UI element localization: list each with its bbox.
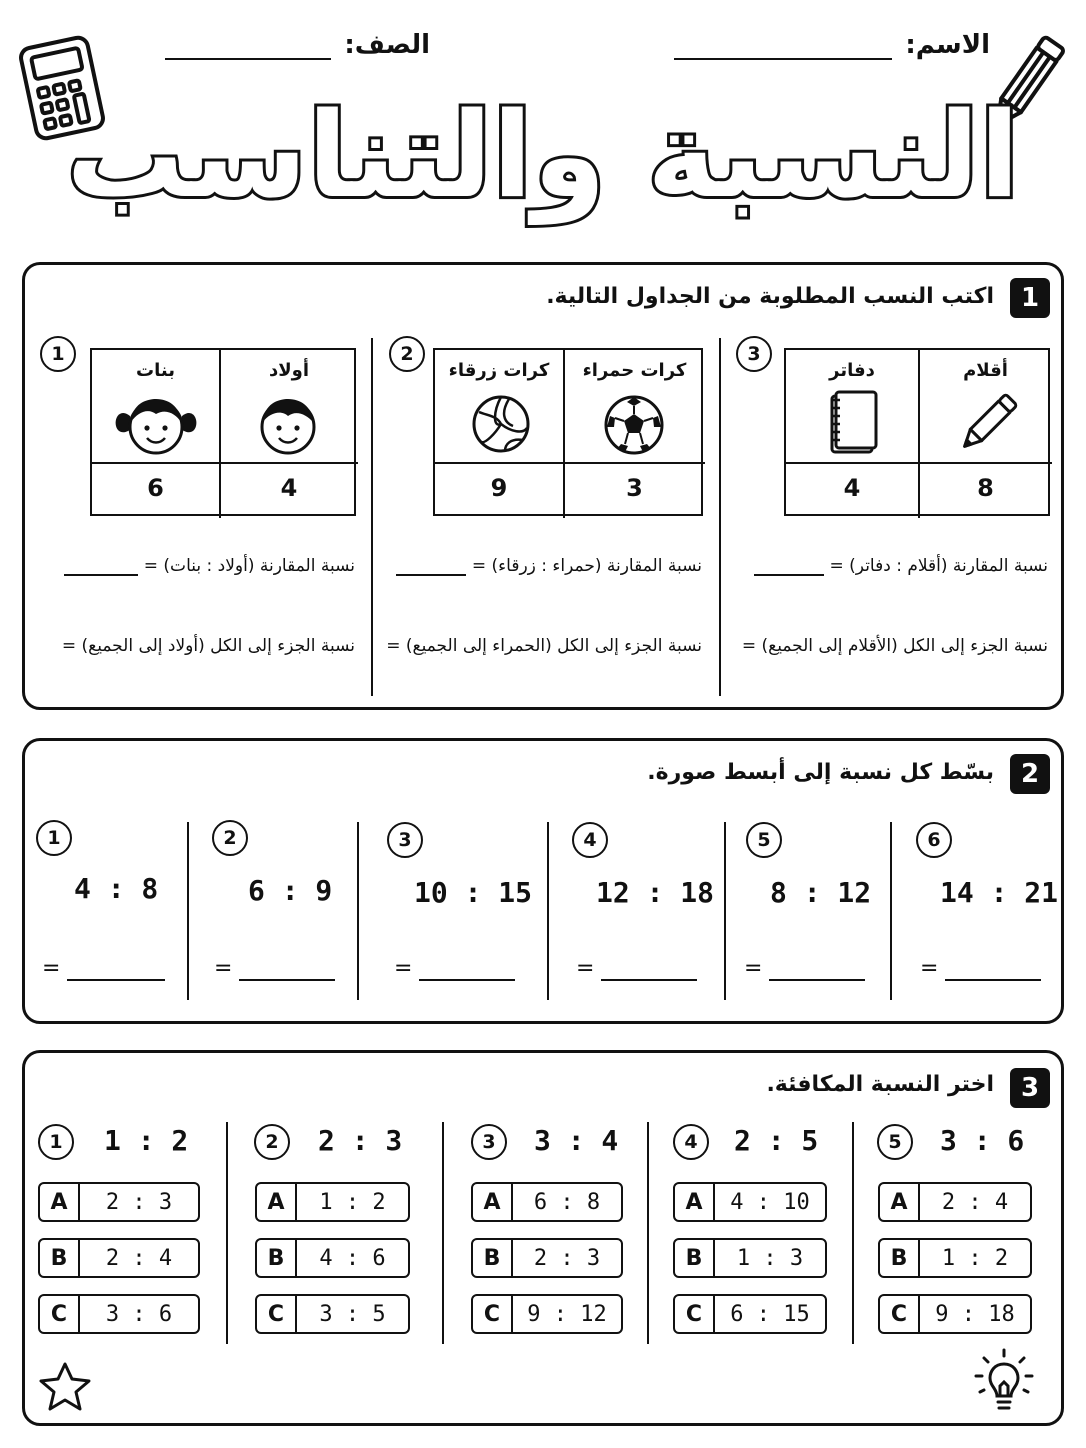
option-letter: A — [257, 1184, 297, 1220]
option-value: 4 : 10 — [730, 1189, 810, 1215]
option-a[interactable] — [471, 1182, 623, 1222]
option-b[interactable] — [38, 1238, 200, 1278]
table-divider — [92, 462, 358, 464]
option-letter: B — [880, 1240, 920, 1276]
page-title: النسبة والتناسب — [66, 86, 1020, 224]
compare-ratio-line — [396, 556, 702, 576]
name-label: الاسم: — [905, 30, 990, 60]
table-divider — [435, 462, 705, 464]
item-circle: 2 — [254, 1124, 290, 1160]
option-b[interactable] — [255, 1238, 410, 1278]
compare-ratio-label: نسبة المقارنة (حمراء : زرقاء) = — [471, 556, 702, 576]
item-circle: 6 — [916, 822, 952, 858]
column-divider — [852, 1122, 854, 1344]
table-header: بنات — [136, 360, 175, 381]
compare-ratio-line — [754, 556, 1048, 576]
option-value: 1 : 3 — [736, 1245, 804, 1271]
ratio-text: 1 : 2 — [104, 1124, 189, 1157]
table-value: 4 — [280, 474, 298, 502]
option-letter: C — [473, 1296, 513, 1332]
compare-ratio-label: نسبة المقارنة (أقلام : دفاتر) = — [829, 556, 1048, 576]
table-header: كرات حمراء — [582, 360, 687, 381]
option-a[interactable] — [673, 1182, 827, 1222]
option-letter: B — [473, 1240, 513, 1276]
column-divider — [371, 338, 373, 696]
part-whole-label: نسبة الجزء إلى الكل (الحمراء إلى الجميع) = — [386, 636, 702, 656]
name-field[interactable] — [660, 28, 990, 68]
name-blank[interactable] — [674, 28, 892, 60]
answer-blank[interactable] — [239, 961, 335, 981]
table-header: كرات زرقاء — [448, 360, 550, 381]
column-divider — [226, 1122, 228, 1344]
class-field[interactable] — [150, 28, 430, 68]
option-letter: C — [880, 1296, 920, 1332]
option-c[interactable] — [673, 1294, 827, 1334]
part-whole-line — [62, 636, 355, 656]
option-value: 9 : 18 — [935, 1301, 1015, 1327]
section-1-title: اكتب النسب المطلوبة من الجداول التالية. — [546, 284, 994, 309]
item-circle: 1 — [40, 336, 76, 372]
answer-blank[interactable] — [396, 556, 466, 576]
table-divider — [786, 462, 1052, 464]
item-circle: 2 — [212, 820, 248, 856]
option-value: 2 : 4 — [941, 1189, 1009, 1215]
compare-ratio-label: نسبة المقارنة (أولاد : بنات) = — [143, 556, 355, 576]
answer-blank[interactable] — [67, 961, 165, 981]
answer-blank[interactable] — [769, 961, 865, 981]
volleyball-icon — [471, 394, 531, 454]
option-b[interactable] — [878, 1238, 1032, 1278]
table-value: 4 — [843, 474, 861, 502]
class-label: الصف: — [344, 30, 430, 60]
column-divider — [719, 338, 721, 696]
option-letter: B — [675, 1240, 715, 1276]
table-boys-girls — [90, 348, 356, 516]
column-divider — [890, 822, 892, 1000]
option-value: 1 : 2 — [941, 1245, 1009, 1271]
item-circle: 3 — [387, 822, 423, 858]
answer-line — [214, 956, 335, 981]
table-header: دفاتر — [829, 360, 875, 381]
option-b[interactable] — [673, 1238, 827, 1278]
item-circle: 4 — [673, 1124, 709, 1160]
table-value: 3 — [626, 474, 643, 502]
table-header: أقلام — [963, 360, 1008, 381]
girl-face-icon — [112, 394, 200, 456]
option-letter: C — [675, 1296, 715, 1332]
item-circle: 5 — [746, 822, 782, 858]
option-letter: A — [675, 1184, 715, 1220]
option-a[interactable] — [38, 1182, 200, 1222]
item-circle: 3 — [736, 336, 772, 372]
equals-sign: = — [920, 956, 939, 981]
ratio-text: 4 : 8 — [74, 872, 159, 905]
star-icon — [36, 1360, 94, 1414]
option-value: 3 : 5 — [319, 1301, 386, 1327]
ratio-text: 2 : 5 — [734, 1124, 819, 1157]
option-letter: B — [40, 1240, 80, 1276]
column-divider — [724, 822, 726, 1000]
section-3-title: اختر النسبة المكافئة. — [766, 1072, 994, 1097]
option-letter: B — [257, 1240, 297, 1276]
item-circle: 4 — [572, 822, 608, 858]
column-divider — [357, 822, 359, 1000]
ratio-text: 3 : 6 — [940, 1124, 1025, 1157]
ratio-text: 2 : 3 — [318, 1124, 403, 1157]
column-divider — [547, 822, 549, 1000]
answer-blank[interactable] — [945, 961, 1041, 981]
equals-sign: = — [214, 956, 233, 981]
answer-line — [394, 956, 515, 981]
table-header: أولاد — [269, 360, 309, 381]
option-value: 6 : 8 — [533, 1189, 601, 1215]
part-whole-label: نسبة الجزء إلى الكل (أولاد إلى الجميع) = — [61, 636, 355, 656]
option-letter: C — [257, 1296, 297, 1332]
section-2-number: 2 — [1010, 754, 1050, 794]
option-value: 9 : 12 — [527, 1301, 607, 1327]
equals-sign: = — [394, 956, 413, 981]
table-value: 8 — [977, 474, 994, 502]
notebook-icon — [822, 390, 878, 456]
option-b[interactable] — [471, 1238, 623, 1278]
answer-blank[interactable] — [419, 961, 515, 981]
option-a[interactable] — [878, 1182, 1032, 1222]
table-balls — [433, 348, 703, 516]
part-whole-label: نسبة الجزء إلى الكل (الأقلام إلى الجميع) = — [741, 636, 1048, 656]
option-letter: A — [880, 1184, 920, 1220]
equals-sign: = — [744, 956, 763, 981]
option-letter: C — [40, 1296, 80, 1332]
table-value: 9 — [490, 474, 508, 502]
ratio-text: 14 : 21 — [940, 876, 1059, 909]
part-whole-line — [742, 636, 1048, 656]
answer-line — [42, 956, 165, 981]
compare-ratio-line — [64, 556, 355, 576]
answer-blank[interactable] — [754, 556, 824, 576]
ratio-text: 12 : 18 — [596, 876, 715, 909]
option-value: 2 : 4 — [105, 1245, 173, 1271]
option-c[interactable] — [38, 1294, 200, 1334]
item-circle: 1 — [38, 1124, 74, 1160]
table-pens-notebooks — [784, 348, 1050, 516]
answer-blank[interactable] — [601, 961, 697, 981]
lightbulb-icon — [970, 1346, 1038, 1418]
answer-blank[interactable] — [64, 556, 138, 576]
equals-sign: = — [42, 956, 61, 981]
option-letter: A — [473, 1184, 513, 1220]
item-circle: 1 — [36, 820, 72, 856]
option-c[interactable] — [471, 1294, 623, 1334]
soccer-ball-icon — [603, 394, 665, 456]
pencil-icon — [956, 390, 1020, 456]
ratio-text: 10 : 15 — [414, 876, 533, 909]
answer-line — [744, 956, 865, 981]
section-1-number: 1 — [1010, 278, 1050, 318]
class-blank[interactable] — [165, 28, 331, 60]
column-divider — [442, 1122, 444, 1344]
section-2-title: بسّط كل نسبة إلى أبسط صورة. — [647, 760, 994, 785]
option-value: 4 : 6 — [319, 1245, 386, 1271]
column-divider — [647, 1122, 649, 1344]
ratio-text: 6 : 9 — [248, 874, 333, 907]
option-value: 2 : 3 — [533, 1245, 601, 1271]
option-c[interactable] — [878, 1294, 1032, 1334]
option-value: 3 : 6 — [105, 1301, 173, 1327]
part-whole-line — [386, 636, 702, 656]
option-value: 1 : 2 — [319, 1189, 386, 1215]
table-value: 6 — [147, 474, 164, 502]
option-value: 6 : 15 — [730, 1301, 810, 1327]
item-circle: 2 — [389, 336, 425, 372]
option-value: 2 : 3 — [105, 1189, 173, 1215]
item-circle: 5 — [877, 1124, 913, 1160]
boy-face-icon — [256, 394, 320, 456]
column-divider — [187, 822, 189, 1000]
equals-sign: = — [576, 956, 595, 981]
answer-line — [576, 956, 697, 981]
ratio-text: 8 : 12 — [770, 876, 872, 909]
ratio-text: 3 : 4 — [534, 1124, 619, 1157]
section-3-number: 3 — [1010, 1068, 1050, 1108]
option-letter: A — [40, 1184, 80, 1220]
item-circle: 3 — [471, 1124, 507, 1160]
option-c[interactable] — [255, 1294, 410, 1334]
answer-line — [920, 956, 1041, 981]
option-a[interactable] — [255, 1182, 410, 1222]
